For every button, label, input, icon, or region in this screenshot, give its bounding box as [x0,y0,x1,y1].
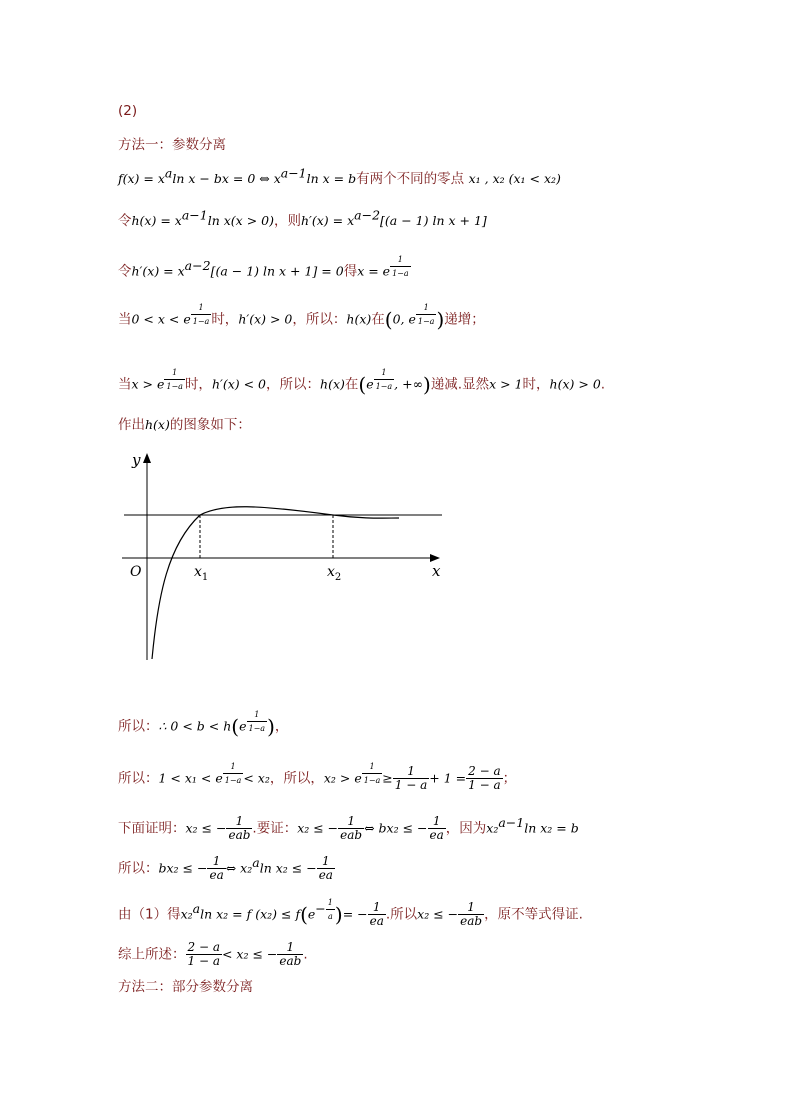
curve-h [152,507,399,659]
eq-line-10: 所以：bx₂ ≤ − $\frac{1}{ea}$ ⇔ x₂$^a$ln x₂ ≤ − $\frac{1}{ea}$ [118,854,333,882]
eq-line-4: 当0 < x < e $^{\frac{1}{1-a}}$ 时，h′(x) > 0，所以：h(x)在(0, e $^{\frac{1}{1-a}}$ )递增； [118,303,485,332]
x1-label: $x_1$ [194,564,209,583]
eq-line-11: 由（1）得x₂$^a$ln x₂ = f $(x_2) \le f(e^{- \frac{1}{a}}$ )= − $\frac{1}{ea}$ .所以x₂ ≤ − $\frac{1}{\text{eab}}$ ，原不等式得证. [118,898,583,929]
y-axis [143,453,151,660]
function-graph [118,445,448,670]
eq-line-2: 令$h(x) = x^{a-1}\ln$ x(x > 0)，则$h'(x) = x^{a-2}[(a - 1)$ ln x + 1] [118,207,487,229]
eq-line-6: 作出h(x)的图象如下： [118,417,251,433]
eq-line-5: 当x > e $^{\frac{1}{1-a}}$ 时，h′(x) < 0，所以：h(x)在(e $^{\frac{1}{1-a}}$ , +∞)递减.显然x > 1时，h(x) > 0. [118,368,606,397]
x-label: x [432,562,441,580]
x2-label: $x_2$ [327,564,342,583]
origin-label: O [130,564,142,580]
y-label: y [132,451,141,469]
method2-title: 方法二：部分参数分离 [118,979,253,995]
eq-line-7: 所以：∴ 0 < b < h(e $^{\frac{1}{1-a}}$ )， [118,710,289,739]
eq-line-3: 令$h'(x) = x^{a-2}[(a - 1)$ ln x + 1] = 0得x = e $^{\frac{1}{1-a}}$ [118,255,409,280]
eq-line-12: 综上所述： $\frac{2 - a}{1 - a}$ < x₂ ≤ − $\frac{1}{\text{eab}}$ . [118,940,308,968]
eq-line-9: 下面证明：x₂ ≤ − $\frac{1}{\text{eab}}$ .要证：x₂ ≤ − $\frac{1}{\text{eab}}$ ⇔ bx₂ ≤ − $\frac{1}{ea}$ ，因为x₂$^{a-1}$ln x₂ = b [118,814,579,842]
eq-line-8: 所以：1 < x₁ < e $^{\frac{1}{1-a}}$ < x₂，所以，x₂ > e $^{\frac{1}{1-a}}$ ≥ $\frac{1}{1 - a}$ + 1 = $\frac{2 - a}{1 - a}$ ； [118,762,517,793]
part-label: (2) [118,103,138,119]
eq-line-1: $f(x) = x^a\ln$ x − bx = 0 ⇔ $x^{a-1}\ln$ x = b有两个不同的零点 x₁ , x₂ (x₁ < x₂) [118,165,561,187]
method1-title: 方法一：参数分离 [118,137,226,153]
x-axis [122,554,440,562]
